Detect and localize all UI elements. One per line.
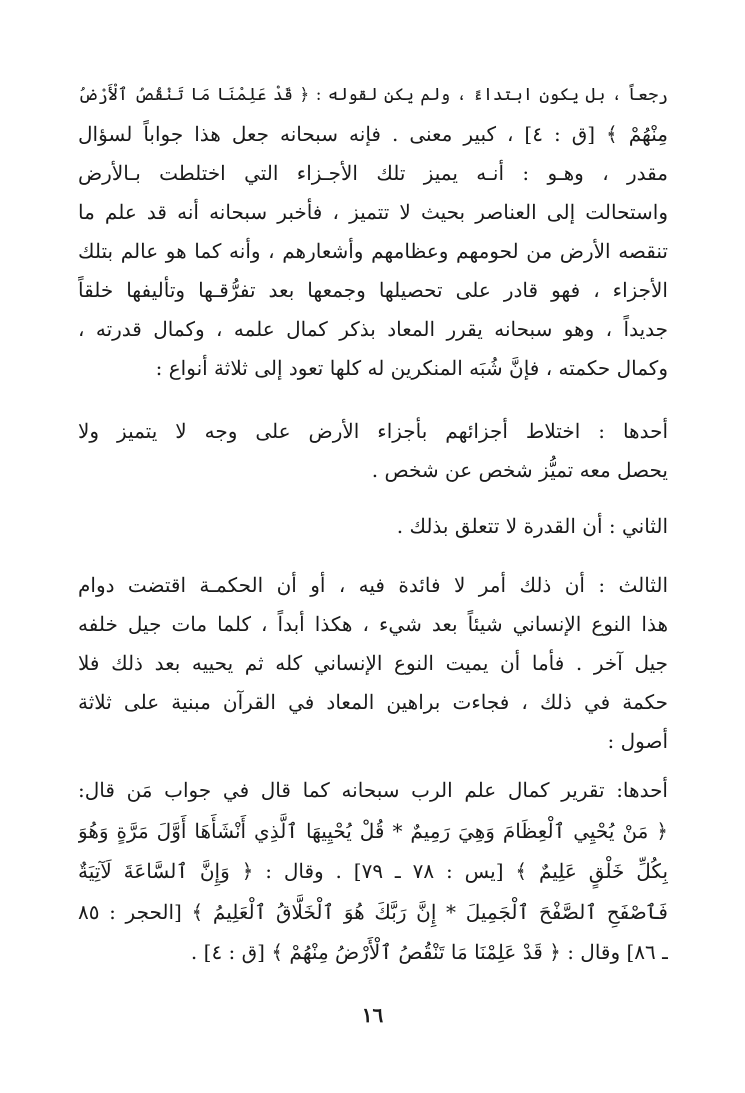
text-line: الأجزاء ، فهو قادر على تحصيلها وجمعها بعد تفرُّقـها وتأليفها خلقاً [78, 278, 668, 302]
text-line: أحدها : اختلاط أجزائهم بأجزاء الأرض على وجه لا يتميز ولا [78, 419, 668, 443]
paragraph-second-doubt [78, 507, 668, 546]
text-line: وكمال حكمته ، فإنَّ شُبَه المنكرين له كلها تعود إلى ثلاثة أنواع : [155, 356, 668, 380]
quran-verse-line: بِكُلِّ خَلْقٍ عَلِيمٌ ﴾ [يس : ٧٨ ـ ٧٩] . وقال : ﴿ وَإِنَّ ٱلسَّاعَةَ لَآتِيَةٌ [78, 859, 668, 883]
text-line: أحدها: تقرير كمال علم الرب سبحانه كما قال في جواب مَن قال: [78, 778, 668, 802]
text-line: جيل آخر . فأما أن يميت النوع الإنساني كله ثم يحييه بعد ذلك فلا [78, 651, 668, 675]
text-line: مقدر ، وهـو : أنـه يميز تلك الأجـزاء التي اختلطت بـالأرض [78, 161, 668, 185]
text-line: هذا النوع الإنساني شيئاً بعد شيء ، هكذا أبداً ، كلما مات جيل خلفه [78, 612, 668, 636]
page-number: ١٦ [361, 1003, 384, 1027]
text-line: جديداً ، وهو سبحانه يقرر المعاد بذكر كمال علمه ، وكمال قدرته ، [78, 317, 668, 341]
quran-verse-line: فَٱصْفَحِ ٱلصَّفْحَ ٱلْجَمِيلَ * إِنَّ رَبَّكَ هُوَ ٱلْخَلَّاقُ ٱلْعَلِيمُ ﴾ [الحجر : ٨٥ [78, 899, 668, 924]
quran-verse-line: ـ ٨٦] وقال : ﴿ قَدْ عَلِمْنَا مَا تَنْقُصُ ٱلْأَرْضُ مِنْهُمْ ﴾ [ق : ٤] . [190, 940, 668, 964]
text-line: رجعاً ، بل يكون ابتداءً ، ولم يكن لقوله : ﴿ قَدْ عَلِمْنَا مَا تَنْقُصُ ٱلْأَرْضُ [78, 85, 668, 105]
text-line: الثاني : أن القدرة لا تتعلق بذلك . [396, 514, 668, 538]
text-line: حكمة في ذلك ، فجاءت براهين المعاد في القرآن مبنية على ثلاثة [78, 690, 668, 714]
quran-verse-line: ﴿ مَنْ يُحْيِي ٱلْعِظَامَ وَهِيَ رَمِيمٌ * قُلْ يُحْيِيهَا ٱلَّذِي أَنْشَأَهَا أَوَّلَ مَرَّةٍ وَهُوَ [78, 818, 668, 843]
text-line: مِنْهُمْ ﴾ [ق : ٤] ، كبير معنى . فإنه سبحانه جعل هذا جواباً لسؤال [78, 122, 668, 146]
text-line: يحصل معه تميُّز شخص عن شخص . [371, 458, 668, 482]
paragraph-third-doubt [78, 566, 668, 761]
text-line: الثالث : أن ذلك أمر لا فائدة فيه ، أو أن الحكمـة اقتضت دوام [78, 573, 668, 597]
text-line: أصول : [607, 729, 668, 753]
text-line: واستحالت إلى العناصر بحيث لا تتميز ، فأخبر سبحانه أنه قد علم ما [78, 200, 668, 224]
text-line: تنقصه الأرض من لحومهم وعظامهم وأشعارهم ، وأنه كما هو عالم بتلك [78, 239, 668, 263]
paragraph-first-doubt [78, 412, 668, 490]
paragraph-intro [78, 76, 668, 388]
paragraph-first-principle [78, 770, 668, 973]
